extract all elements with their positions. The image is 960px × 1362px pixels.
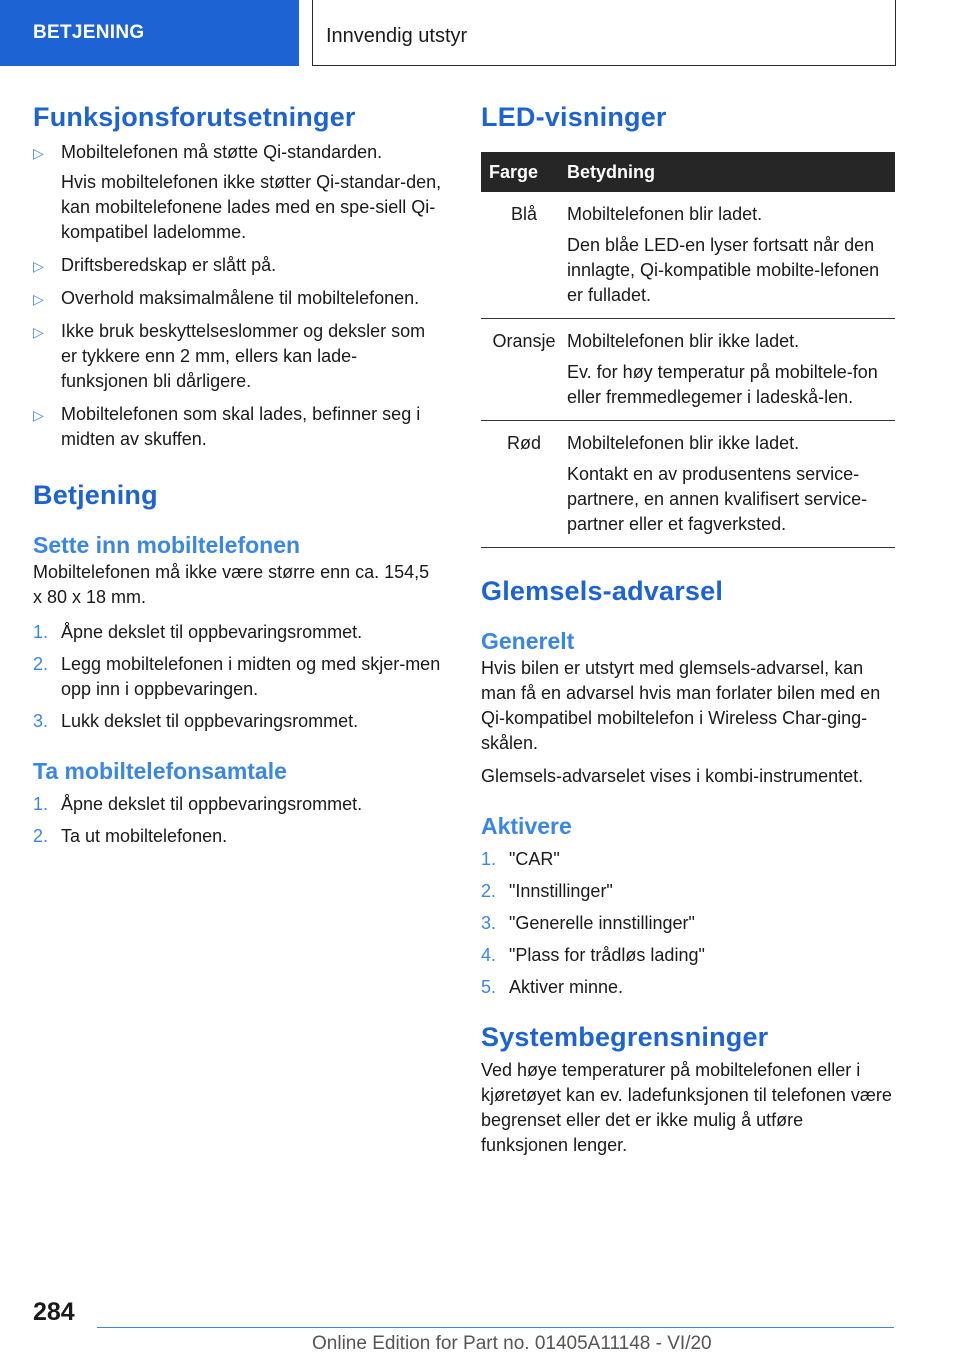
list-item: 1. Åpne dekslet til oppbevaringsrommet.: [33, 794, 363, 814]
prereq-heading: Funksjonsforutsetninger: [33, 102, 356, 132]
list-item: ▷ Ikke bruk beskyttelseslommer og deksler som er tykkere enn 2 mm, ellers kan lade-funksjonen bli dårligere.: [33, 321, 426, 391]
table-header-row: [481, 152, 895, 192]
left-column: [33, 100, 443, 856]
list-item: 3. "Generelle innstillinger": [481, 913, 695, 933]
general-heading: Generelt: [481, 628, 575, 654]
triangle-bullet-icon: ▷: [33, 258, 44, 274]
list-item: 4. "Plass for trådløs lading": [481, 945, 705, 965]
insert-text: Mobiltelefonen må ikke være større enn ca. 154,5 x 80 x 18 mm.: [33, 562, 430, 607]
table-cell-color: Blå: [481, 192, 567, 319]
table-header-color: Farge: [481, 152, 567, 192]
table-row: [481, 192, 895, 319]
table-header-meaning: Betydning: [567, 152, 895, 192]
list-item: 1. "CAR": [481, 849, 560, 869]
insert-heading: Sette inn mobiltelefonen: [33, 532, 301, 558]
general-text-2: Glemsels-advarselet vises i kombi-instrumentet.: [481, 766, 864, 786]
section-tab: BETJENING: [0, 0, 299, 66]
activate-heading: Aktivere: [481, 813, 572, 839]
table-cell-color: Rød: [481, 421, 567, 548]
footer-divider: [97, 1327, 894, 1328]
general-text: Hvis bilen er utstyrt med glemsels-advarsel, kan man få en advarsel hvis man forlater bilen med en Qi-kompatibel mobiltelefon i Wireless Char-ging-skålen.: [481, 658, 881, 753]
activate-steps: [481, 847, 895, 1000]
prereq-list: [33, 140, 443, 452]
list-item: ▷ Driftsberedskap er slått på.: [33, 253, 443, 278]
led-heading: LED-visninger: [481, 102, 667, 132]
triangle-bullet-icon: ▷: [33, 291, 44, 307]
triangle-bullet-icon: ▷: [33, 407, 44, 423]
table-cell-meaning: Mobiltelefonen blir ladet. Den blåe LED-en lyser fortsatt når den innlagte, Qi-kompatible mobilte-lefonen er fulladet.: [567, 192, 895, 319]
limits-text: Ved høye temperaturer på mobiltelefonen eller i kjøretøyet kan ev. ladefunksjonen til telefonen være begrenset eller det er ikke mulig å utføre funksjonen lenger.: [481, 1060, 892, 1155]
list-item: ▷ Overhold maksimalmålene til mobiltelefonen.: [33, 286, 443, 311]
list-item: 2. "Innstillinger": [481, 881, 613, 901]
remove-heading: Ta mobiltelefonsamtale: [33, 758, 287, 784]
remove-steps: [33, 792, 443, 849]
table-cell-meaning: Mobiltelefonen blir ikke ladet. Kontakt en av produsentens service-partnere, en annen kvalifisert service-partner eller et fagverksted.: [567, 421, 895, 548]
table-cell-meaning: Mobiltelefonen blir ikke ladet. Ev. for høy temperatur på mobiltele-fon eller fremmedlegemer i ladeskå-len.: [567, 319, 895, 421]
list-item: 5. Aktiver minne.: [481, 977, 624, 997]
table-cell-color: Oransje: [481, 319, 567, 421]
right-column: [481, 100, 895, 1158]
edition-note: Online Edition for Part no. 01405A11148 - VI/20: [312, 1333, 712, 1354]
page-number: 284: [33, 1298, 75, 1326]
led-table: [481, 152, 895, 548]
operation-heading: Betjening: [33, 480, 158, 510]
triangle-bullet-icon: ▷: [33, 145, 44, 161]
limits-heading: Systembegrensninger: [481, 1022, 769, 1052]
list-item: ▷ Mobiltelefonen må støtte Qi-standarden. Hvis mobiltelefonen ikke støtter Qi-standar-den, kan mobiltelefonene lades med en spe-siell Qi-kompatibel ladelomme.: [33, 142, 442, 242]
list-item: 1. Åpne dekslet til oppbevaringsrommet.: [33, 622, 363, 642]
list-item: 2. Legg mobiltelefonen i midten og med skjer-men opp inn i oppbevaringen.: [33, 654, 441, 699]
list-item: ▷ Mobiltelefonen som skal lades, befinner seg i midten av skuffen.: [33, 404, 421, 449]
insert-steps: [33, 620, 443, 734]
list-item: 2. Ta ut mobiltelefonen.: [33, 826, 228, 846]
chapter-title: Innvendig utstyr: [312, 0, 896, 66]
triangle-bullet-icon: ▷: [33, 324, 44, 340]
list-item: 3. Lukk dekslet til oppbevaringsrommet.: [33, 711, 359, 731]
reminder-heading: Glemsels-advarsel: [481, 576, 724, 606]
table-row: [481, 421, 895, 548]
table-row: [481, 319, 895, 421]
